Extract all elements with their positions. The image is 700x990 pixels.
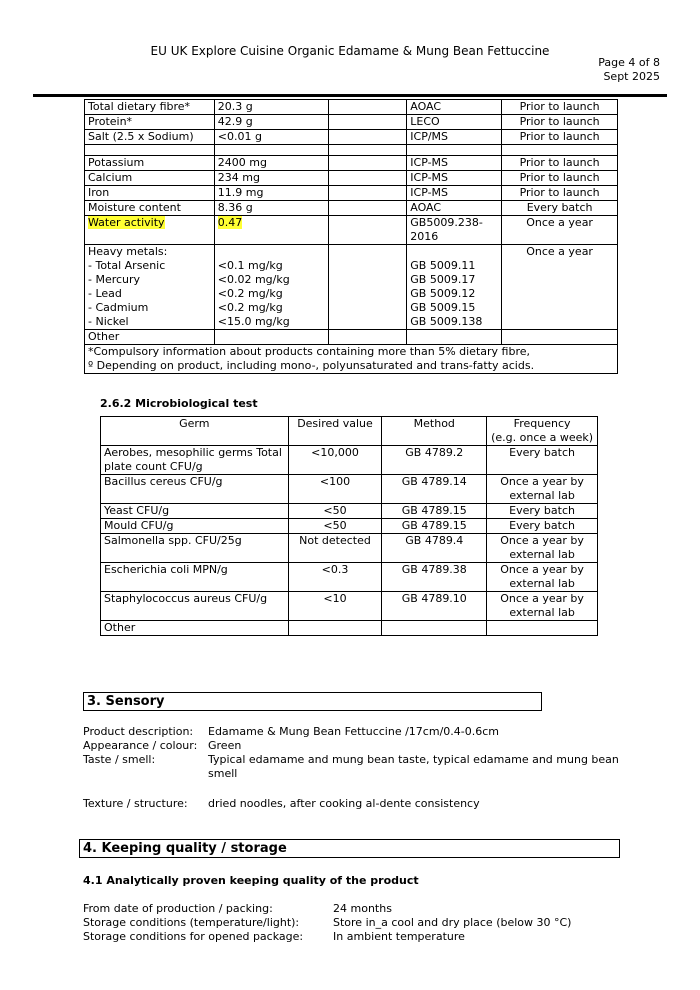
kv-row	[83, 725, 643, 739]
table-cell: Salt (2.5 x Sodium)	[85, 130, 215, 145]
table-cell: Mould CFU/g	[101, 519, 289, 534]
kv-row	[83, 902, 643, 916]
keeping-subheading: 4.1 Analytically proven keeping quality of the product	[83, 874, 419, 887]
table-row	[85, 156, 618, 171]
nutrition-table	[84, 99, 618, 374]
table-cell: Every batch	[502, 201, 618, 216]
table-cell	[288, 621, 382, 636]
table-cell: GB 4789.10	[382, 592, 487, 621]
table-cell: <10,000	[288, 446, 382, 475]
table-cell: GB 4789.4	[382, 534, 487, 563]
table-cell: Heavy metals: - Total Arsenic - Mercury - Lead - Cadmium - Nickel	[85, 245, 215, 330]
keeping-list	[83, 902, 643, 944]
table-cell	[487, 621, 598, 636]
table-row	[101, 534, 598, 563]
table-cell: LECO	[407, 115, 502, 130]
table-row	[85, 330, 618, 345]
table-cell: Yeast CFU/g	[101, 504, 289, 519]
nutrition-footnote: *Compulsory information about products containing more than 5% dietary fibre, º Depending on product, including mono-, polyunsaturated and trans-fatty acids.	[85, 345, 618, 374]
table-cell: ICP/MS	[407, 130, 502, 145]
table-row	[85, 201, 618, 216]
page-date: Sept 2025	[603, 70, 660, 83]
kv-row	[83, 916, 643, 930]
table-row	[85, 115, 618, 130]
table-cell: Once a year by external lab	[487, 475, 598, 504]
micro-heading: 2.6.2 Microbiological test	[100, 397, 258, 410]
table-cell: GB 4789.14	[382, 475, 487, 504]
table-cell: Once a year	[502, 216, 618, 245]
table-cell: Once a year by external lab	[487, 592, 598, 621]
kv-label: Product description:	[83, 725, 194, 738]
table-cell: Every batch	[487, 504, 598, 519]
table-cell: <50	[288, 504, 382, 519]
table-row	[85, 186, 618, 201]
table-cell: Other	[85, 330, 215, 345]
page-info	[598, 56, 660, 84]
table-cell: Staphylococcus aureus CFU/g	[101, 592, 289, 621]
table-cell: 234 mg	[214, 171, 328, 186]
kv-label: Texture / structure:	[83, 797, 188, 810]
table-cell: Prior to launch	[502, 156, 618, 171]
table-cell: <0.01 g	[214, 130, 328, 145]
column-header: Desired value	[288, 417, 382, 446]
table-cell: GB 4789.38	[382, 563, 487, 592]
micro-table	[100, 416, 598, 636]
kv-value: Store in_a cool and dry place (below 30 °C)	[333, 916, 572, 929]
table-cell: Every batch	[487, 446, 598, 475]
sensory-heading: 3. Sensory	[83, 692, 542, 711]
table-cell: Other	[101, 621, 289, 636]
table-cell: GB 5009.11 GB 5009.17 GB 5009.12 GB 5009.15 GB 5009.138	[407, 245, 502, 330]
table-cell	[382, 621, 487, 636]
kv-value: 24 months	[333, 902, 392, 915]
table-cell: Once a year by external lab	[487, 563, 598, 592]
table-cell: Escherichia coli MPN/g	[101, 563, 289, 592]
table-cell: Prior to launch	[502, 171, 618, 186]
column-header: Germ	[101, 417, 289, 446]
kv-label: Storage conditions (temperature/light):	[83, 916, 300, 929]
kv-label: From date of production / packing:	[83, 902, 273, 915]
kv-value: Typical edamame and mung bean taste, typical edamame and mung bean smell	[208, 753, 619, 780]
table-cell: Every batch	[487, 519, 598, 534]
column-header: Method	[382, 417, 487, 446]
table-cell	[328, 330, 407, 345]
table-cell: Prior to launch	[502, 115, 618, 130]
table-cell: AOAC	[407, 201, 502, 216]
table-cell: Calcium	[85, 171, 215, 186]
document-title: EU UK Explore Cuisine Organic Edamame & Mung Bean Fettuccine	[150, 44, 550, 58]
table-cell	[328, 100, 407, 115]
table-cell: <100	[288, 475, 382, 504]
highlighted-text: 0.47	[217, 216, 243, 229]
kv-value: Edamame & Mung Bean Fettuccine /17cm/0.4-0.6cm	[208, 725, 499, 738]
highlighted-text: Water activity	[88, 216, 165, 229]
table-cell	[328, 216, 407, 245]
table-cell	[407, 330, 502, 345]
table-row	[85, 130, 618, 145]
table-row	[85, 245, 618, 330]
table-cell: 20.3 g	[214, 100, 328, 115]
keeping-heading: 4. Keeping quality / storage	[79, 839, 620, 858]
table-row	[101, 504, 598, 519]
table-cell: Potassium	[85, 156, 215, 171]
table-row	[101, 519, 598, 534]
sensory-list	[83, 725, 643, 811]
table-cell: Total dietary fibre*	[85, 100, 215, 115]
kv-row	[83, 739, 643, 753]
table-cell: Prior to launch	[502, 186, 618, 201]
table-cell: 2400 mg	[214, 156, 328, 171]
table-cell: Bacillus cereus CFU/g	[101, 475, 289, 504]
table-cell	[328, 115, 407, 130]
table-cell	[214, 330, 328, 345]
table-cell: GB5009.238- 2016	[407, 216, 502, 245]
table-cell: Prior to launch	[502, 130, 618, 145]
table-cell: ICP-MS	[407, 186, 502, 201]
table-cell: GB 4789.2	[382, 446, 487, 475]
column-header: Frequency (e.g. once a week)	[487, 417, 598, 446]
table-cell: 8.36 g	[214, 201, 328, 216]
kv-value: Green	[208, 739, 242, 752]
table-cell	[328, 130, 407, 145]
table-cell: Once a year by external lab	[487, 534, 598, 563]
kv-row	[83, 930, 643, 944]
table-cell: Salmonella spp. CFU/25g	[101, 534, 289, 563]
table-cell: GB 4789.15	[382, 504, 487, 519]
header-rule	[33, 94, 667, 97]
kv-value: dried noodles, after cooking al-dente consistency	[208, 797, 480, 810]
table-cell	[214, 216, 328, 245]
table-row	[101, 446, 598, 475]
table-row	[101, 475, 598, 504]
table-cell: Iron	[85, 186, 215, 201]
kv-value: In ambient temperature	[333, 930, 465, 943]
table-row	[101, 563, 598, 592]
table-cell: Aerobes, mesophilic germs Total plate count CFU/g	[101, 446, 289, 475]
page-number: Page 4 of 8	[598, 56, 660, 69]
table-cell: <50	[288, 519, 382, 534]
kv-label: Taste / smell:	[83, 753, 156, 766]
table-row	[101, 621, 598, 636]
table-cell: ICP-MS	[407, 156, 502, 171]
table-cell: AOAC	[407, 100, 502, 115]
table-cell: <10	[288, 592, 382, 621]
table-row	[101, 592, 598, 621]
table-cell: Protein*	[85, 115, 215, 130]
table-cell: Prior to launch	[502, 100, 618, 115]
spacer-row	[85, 145, 618, 156]
kv-label: Appearance / colour:	[83, 739, 198, 752]
table-cell: ICP-MS	[407, 171, 502, 186]
table-cell	[328, 156, 407, 171]
table-cell: 11.9 mg	[214, 186, 328, 201]
table-cell: <0.1 mg/kg <0.02 mg/kg <0.2 mg/kg <0.2 mg/kg <15.0 mg/kg	[214, 245, 328, 330]
table-cell	[328, 171, 407, 186]
table-cell: 42.9 g	[214, 115, 328, 130]
table-cell: Once a year	[502, 245, 618, 330]
table-cell: Not detected	[288, 534, 382, 563]
table-cell	[328, 186, 407, 201]
table-cell	[85, 216, 215, 245]
table-row	[85, 216, 618, 245]
table-cell: GB 4789.15	[382, 519, 487, 534]
table-cell	[328, 201, 407, 216]
kv-row	[83, 797, 643, 811]
kv-label: Storage conditions for opened package:	[83, 930, 304, 943]
table-row	[85, 100, 618, 115]
kv-row	[83, 753, 643, 781]
table-cell: <0.3	[288, 563, 382, 592]
table-cell: Moisture content	[85, 201, 215, 216]
table-cell	[328, 245, 407, 330]
table-cell	[502, 330, 618, 345]
table-row	[85, 171, 618, 186]
